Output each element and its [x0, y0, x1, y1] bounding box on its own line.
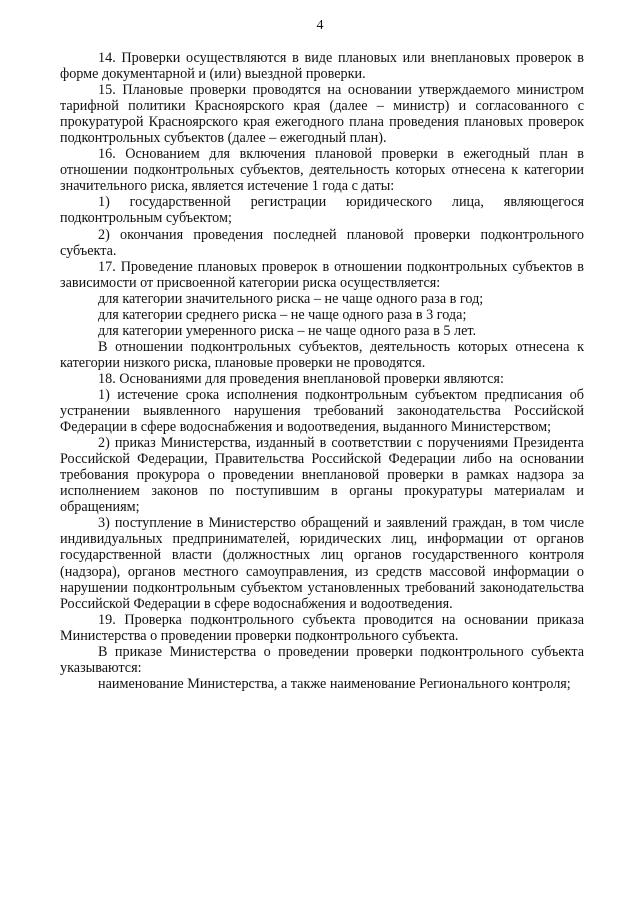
paragraph-18-item-1: 1) истечение срока исполнения подконтрольным субъектом предписания об устранении выявленного нарушения требований законодательства Российской Федерации в сфере водоснабжения и водоотведения, выданного Министерством;	[60, 386, 584, 436]
paragraph-19-item-name: наименование Министерства, а также наименование Регионального контроля;	[98, 675, 571, 692]
paragraph-18-item-2: 2) приказ Министерства, изданный в соответствии с поручениями Президента Российской Федерации, Правительства Российской Федерации либо на основании требования прокурора о проведении внеплановой проверки в рамках надзора за исполнением законов по поступившим в органы прокуратуры материалам и обращениям;	[60, 435, 584, 516]
paragraph-16-item-2: 2) окончания проведения последней плановой проверки подконтрольного субъекта.	[60, 226, 584, 259]
risk-medium: для категории среднего риска – не чаще одного раза в 3 года;	[98, 306, 467, 323]
risk-low: В отношении подконтрольных субъектов, деятельность которых отнесена к категории низкого риска, плановые проверки не проводятся.	[60, 338, 584, 371]
paragraph-14: 14. Проверки осуществляются в виде плановых или внеплановых проверок в форме документарной и (или) выездной проверки.	[60, 50, 584, 83]
paragraph-19: 19. Проверка подконтрольного субъекта проводится на основании приказа Министерства о проведении проверки подконтрольного субъекта.	[60, 611, 584, 644]
paragraph-18: 18. Основаниями для проведения внеплановой проверки являются:	[98, 370, 504, 387]
paragraph-19-order-contents: В приказе Министерства о проведении проверки подконтрольного субъекта указываются:	[60, 643, 584, 676]
paragraph-17: 17. Проведение плановых проверок в отношении подконтрольных субъектов в зависимости от присвоенной категории риска осуществляется:	[60, 258, 584, 291]
paragraph-16: 16. Основанием для включения плановой проверки в ежегодный план в отношении подконтрольных субъектов, деятельность которых отнесена к категории значительного риска, является истечение 1 года с даты:	[60, 146, 584, 195]
document-body	[60, 50, 584, 692]
paragraph-18-item-3: 3) поступление в Министерство обращений и заявлений граждан, в том числе индивидуальных предпринимателей, юридических лиц, информации от органов государственной власти (должностных лиц органов государственного контроля (надзора), органов местного самоуправления, из средств массовой информации о нарушении подконтрольным субъектом установленных требований законодательства Российской Федерации в сфере водоснабжения и водоотведения.	[60, 515, 584, 612]
paragraph-15: 15. Плановые проверки проводятся на основании утверждаемого министром тарифной политики Красноярского края (далее – министр) и согласованного с прокуратурой Красноярского края ежегодного плана проведения плановых проверок подконтрольных субъектов (далее – ежегодный план).	[60, 82, 584, 147]
paragraph-16-item-1: 1) государственной регистрации юридического лица, являющегося подконтрольным субъектом;	[60, 194, 584, 227]
page-number: 4	[316, 18, 324, 33]
risk-significant: для категории значительного риска – не чаще одного раза в год;	[98, 290, 484, 307]
risk-moderate: для категории умеренного риска – не чаще одного раза в 5 лет.	[98, 322, 477, 339]
